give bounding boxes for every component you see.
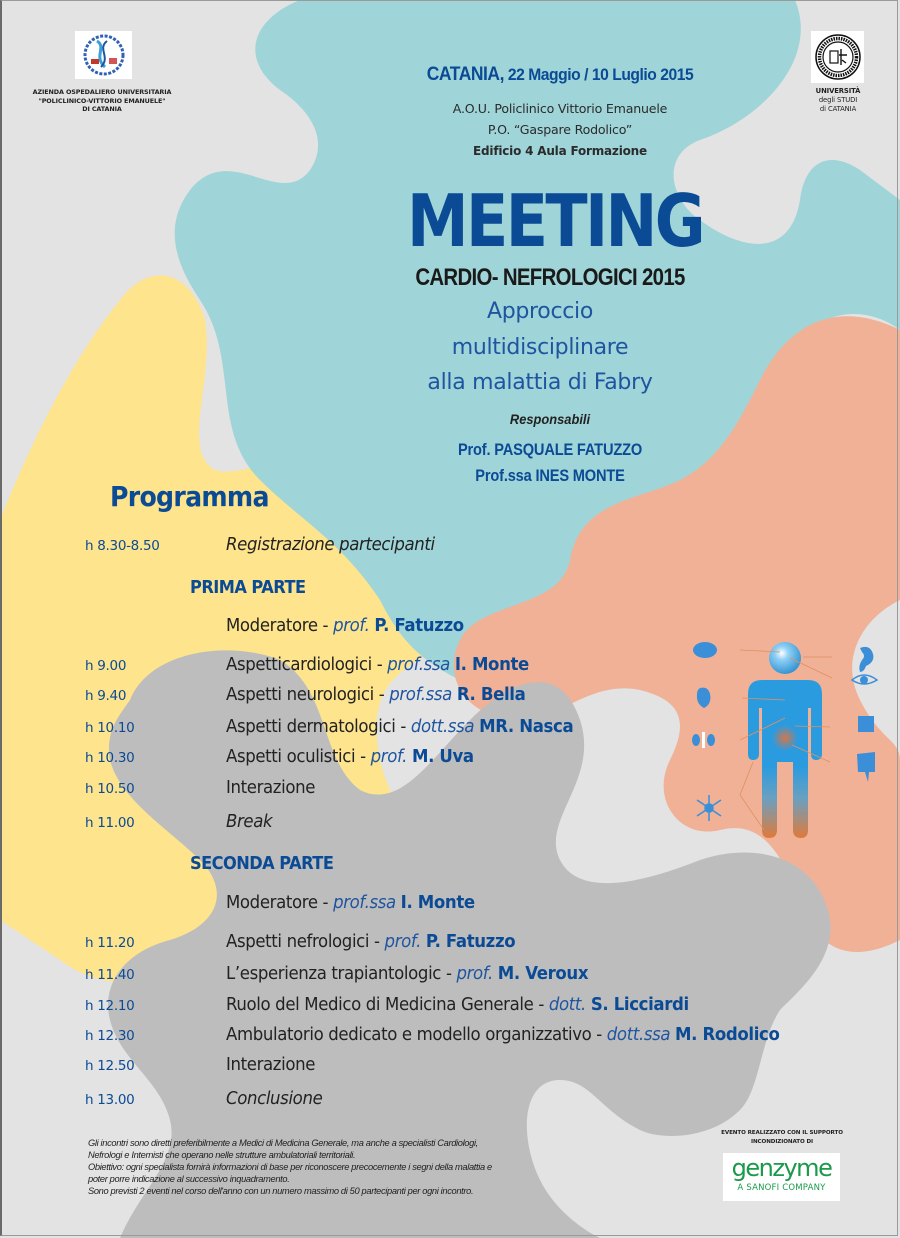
university-caption-line: degli STUDI xyxy=(818,96,858,104)
schedule-time: h 9.40 xyxy=(85,688,127,704)
speaker-role: dott.ssa xyxy=(606,1024,671,1045)
policlinico-caption-line: "POLICLINICO-VITTORIO EMANUELE" xyxy=(38,96,166,105)
schedule-topic: Aspetti nefrologici - xyxy=(226,931,385,952)
speaker-name: I. Monte xyxy=(454,654,529,675)
schedule-topic: Ruolo del Medico di Medicina Generale - xyxy=(226,994,549,1015)
policlinico-logo xyxy=(75,31,132,79)
schedule-item xyxy=(226,746,474,767)
ear-icon xyxy=(859,647,873,672)
schedule-topic: Interazione xyxy=(226,777,316,798)
sponsor-caption xyxy=(712,1129,852,1147)
speaker-name: M. Uva xyxy=(411,746,474,767)
university-caption xyxy=(800,87,876,114)
speaker-name: S. Licciardi xyxy=(590,994,689,1015)
schedule-topic: Interazione xyxy=(226,1054,316,1075)
moderator-role: prof. xyxy=(333,615,370,636)
moderator-label: Moderatore - xyxy=(226,892,334,913)
sponsor-caption-line: EVENTO REALIZZATO CON IL SUPPORTO xyxy=(721,1130,843,1136)
schedule-time: h 10.50 xyxy=(85,781,135,797)
eye-icon xyxy=(852,675,877,684)
speaker-name: M. Veroux xyxy=(497,963,589,984)
speaker-role: prof.ssa xyxy=(389,684,452,705)
schedule-item xyxy=(226,1088,322,1109)
policlinico-caption-line: DI CATANIA xyxy=(82,105,122,113)
footer-note xyxy=(88,1137,568,1197)
theme-line: multidisciplinare xyxy=(451,335,629,360)
university-caption-line: UNIVERSITÀ xyxy=(815,87,861,95)
section-title: SECONDA PARTE xyxy=(190,853,334,874)
moderator-name: P. Fatuzzo xyxy=(374,615,464,636)
speaker-name: M. Rodolico xyxy=(675,1024,780,1045)
schedule-topic: Aspetticardiologici - xyxy=(226,654,388,675)
schedule-time: h 12.50 xyxy=(85,1058,135,1074)
schedule-time: h 10.30 xyxy=(85,750,135,766)
event-date-range: 22 Maggio / 10 Luglio 2015 xyxy=(503,65,694,84)
policlinico-caption-line: AZIENDA OSPEDALIERO UNIVERSITARIA xyxy=(32,88,172,96)
speaker-name: P. Fatuzzo xyxy=(425,931,516,952)
schedule-time: h 12.30 xyxy=(85,1028,135,1044)
meeting-title: MEETING xyxy=(406,179,704,263)
schedule-topic: Conclusione xyxy=(226,1088,323,1109)
schedule-time: h 10.10 xyxy=(85,720,135,736)
responsabile-name: Prof.ssa INES MONTE xyxy=(475,466,625,485)
schedule-item xyxy=(226,931,515,952)
moderator-line xyxy=(226,615,464,636)
speaker-role: prof. xyxy=(370,746,408,767)
meeting-subtitle: CARDIO- NEFROLOGICI 2015 xyxy=(415,264,685,291)
sponsor-tagline: A SANOFI COMPANY xyxy=(737,1183,826,1193)
speaker-role: prof. xyxy=(456,963,493,984)
schedule-topic: Break xyxy=(226,811,273,832)
policlinico-caption xyxy=(22,88,182,114)
human-figure-icon xyxy=(748,642,822,838)
schedule-time: h 12.10 xyxy=(85,998,135,1014)
speaker-name: MR. Nasca xyxy=(479,716,574,737)
schedule-time: h 9.00 xyxy=(85,658,127,674)
programma-title: Programma xyxy=(110,480,269,513)
kidneys-icon xyxy=(692,732,715,748)
schedule-item xyxy=(226,684,525,705)
moderator-line xyxy=(226,892,475,913)
brain-icon xyxy=(693,642,717,658)
responsabile-name: Prof. PASQUALE FATUZZO xyxy=(457,440,643,459)
schedule-time: h 11.00 xyxy=(85,815,135,831)
theme-line: alla malattia di Fabry xyxy=(427,370,653,395)
moderator-label: Moderatore - xyxy=(226,615,334,636)
event-dates xyxy=(394,64,725,86)
speaker-role: dott. xyxy=(548,994,586,1015)
schedule-item xyxy=(226,963,588,984)
skin-icon xyxy=(858,716,874,732)
venue-room: Edificio 4 Aula Formazione xyxy=(473,144,647,158)
footer-note-line: Sono previsti 2 eventi nel corso dell'anno con un numero massimo di 50 partecipanti per ogni incontro. xyxy=(88,1186,474,1196)
speaker-role: prof.ssa xyxy=(387,654,450,675)
venue-line: P.O. “Gaspare Rodolico” xyxy=(487,122,633,137)
schedule-item: Registrazione partecipanti xyxy=(226,534,435,555)
footer-note-line: poter porre indicazione al successivo inquadramento. xyxy=(88,1174,290,1184)
university-caption-line: di CATANIA xyxy=(819,105,857,113)
footer-note-line: Gli incontri sono diretti preferibilmente a Medici di Medicina Generale, ma anche a specialisti Cardiologi, xyxy=(88,1138,478,1148)
genzyme-logo xyxy=(723,1153,840,1201)
schedule-topic: L’esperienza trapiantologic - xyxy=(226,963,457,984)
schedule-item xyxy=(226,654,529,675)
venue-line: A.O.U. Policlinico Vittorio Emanuele xyxy=(452,101,668,116)
schedule-topic: Aspetti neurologici - xyxy=(226,684,390,705)
theme-line: Approccio xyxy=(486,299,594,324)
speaker-role: prof. xyxy=(384,931,421,952)
footer-note-line: Nefrologi e Internisti che operano nelle strutture ambulatoriali territoriali. xyxy=(88,1150,356,1160)
event-city: CATANIA, xyxy=(426,64,504,85)
intestine-icon xyxy=(857,752,875,782)
schedule-topic: Aspetti oculistici - xyxy=(226,746,371,767)
speaker-role: dott.ssa xyxy=(410,716,475,737)
sponsor-name: genzyme xyxy=(731,1154,832,1182)
schedule-topic: Ambulatorio dedicato e modello organizzativo - xyxy=(226,1024,607,1045)
schedule-time: h 8.30-8.50 xyxy=(85,538,160,554)
moderator-name: I. Monte xyxy=(400,892,475,913)
speaker-name: R. Bella xyxy=(456,684,526,705)
responsabili-label: Responsabili xyxy=(509,411,591,427)
sponsor-caption-line: INCONDIZIONATO DI xyxy=(750,1139,814,1145)
neuron-icon xyxy=(697,795,721,821)
schedule-time: h 11.20 xyxy=(85,935,135,951)
section-title: PRIMA PARTE xyxy=(190,577,306,598)
schedule-item xyxy=(226,777,315,798)
footer-note-line: Obiettivo: ogni specialista fornirà informazioni di base per riconoscere precocemente i segni della malattia e xyxy=(88,1162,492,1172)
schedule-item xyxy=(226,1054,315,1075)
schedule-item xyxy=(226,811,272,832)
university-logo xyxy=(811,31,864,83)
fabry-illustration xyxy=(680,630,890,850)
schedule-time: h 13.00 xyxy=(85,1092,135,1108)
schedule-time: h 11.40 xyxy=(85,967,135,983)
heart-icon xyxy=(697,688,711,708)
schedule-item xyxy=(226,716,573,737)
schedule-topic: Aspetti dermatologici - xyxy=(226,716,411,737)
policlinico-logo-icon xyxy=(79,33,129,77)
schedule-item xyxy=(226,1024,779,1045)
moderator-role: prof.ssa xyxy=(333,892,396,913)
schedule-item xyxy=(226,994,689,1015)
university-seal-icon xyxy=(814,33,862,81)
